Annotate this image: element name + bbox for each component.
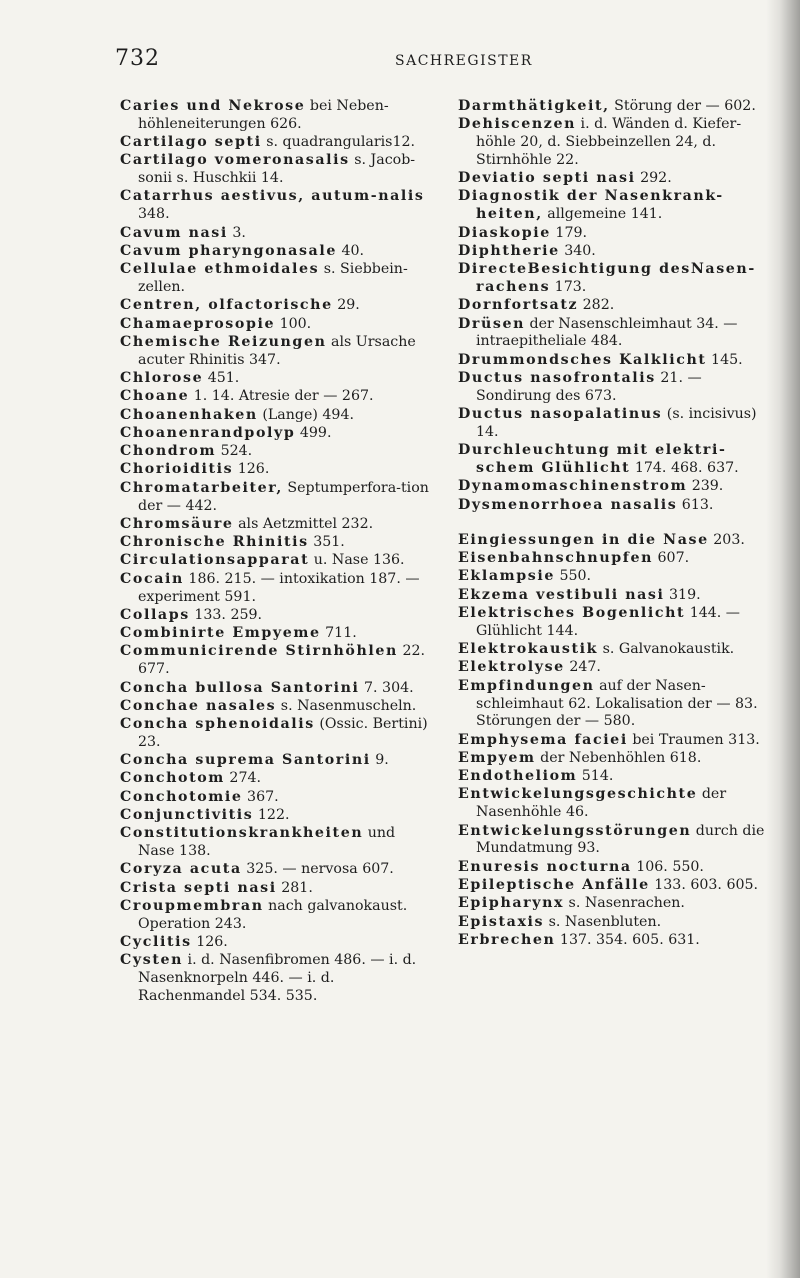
index-entry — [120, 98, 430, 134]
index-entry — [120, 680, 430, 698]
index-entry — [120, 861, 430, 879]
index-entry — [120, 316, 430, 334]
index-keyword: Endotheliom — [458, 768, 578, 785]
index-references: 133. 603. 605. — [649, 876, 759, 893]
index-entry — [120, 571, 430, 607]
index-references: s. Nasenmuscheln. — [276, 697, 417, 714]
index-keyword: Caries und Nekrose — [120, 98, 306, 114]
index-entry — [458, 568, 768, 586]
index-entry — [458, 352, 768, 370]
index-entry — [120, 952, 430, 1005]
index-references: s. Galvanokaustik. — [598, 641, 735, 658]
index-entry — [120, 461, 430, 479]
index-keyword: Catarrhus aestivus, autum-nalis — [120, 188, 425, 205]
index-entry — [120, 770, 430, 788]
index-keyword: Diphtherie — [458, 242, 560, 259]
index-entry — [458, 895, 768, 913]
index-references: auf der Nasen-schleimhaut 62. Lokalisation der — 83. Störungen der — 580. — [476, 677, 758, 730]
index-entry — [458, 659, 768, 677]
section-gap — [458, 515, 768, 532]
index-keyword: Choanenhaken — [120, 406, 258, 423]
index-entry — [120, 880, 430, 898]
index-entry — [458, 442, 768, 478]
index-keyword: Entwickelungsgeschichte — [458, 786, 698, 803]
index-references: 1. 14. Atresie der — 267. — [189, 388, 374, 405]
index-keyword: Conchae nasales — [120, 697, 277, 714]
index-references: 100. — [275, 315, 312, 332]
index-keyword: Epipharynx — [458, 895, 565, 912]
index-keyword: Dehiscenzen — [458, 116, 577, 133]
index-keyword: Empyem — [458, 749, 536, 766]
index-entry — [458, 370, 768, 406]
index-keyword: Chromatarbeiter, — [120, 479, 283, 496]
index-keyword: Collaps — [120, 606, 190, 623]
index-keyword: Centren, olfactorische — [120, 297, 333, 314]
index-keyword: Chromsäure — [120, 515, 234, 532]
index-references: 122. — [253, 807, 290, 824]
index-references: 3. — [227, 224, 246, 241]
index-keyword: Coryza acuta — [120, 861, 242, 878]
index-references: u. Nase 136. — [309, 552, 405, 569]
index-keyword: Conchotomie — [120, 788, 243, 805]
index-entry — [458, 188, 768, 224]
index-references: 524. — [216, 443, 253, 460]
index-references: 367. — [242, 788, 279, 805]
index-entry — [458, 750, 768, 768]
index-entry — [120, 407, 430, 425]
index-entry — [120, 388, 430, 406]
index-keyword: Enuresis nocturna — [458, 858, 632, 875]
index-keyword: Drummondsches Kalklicht — [458, 351, 707, 368]
index-references: 29. — [332, 297, 360, 314]
index-keyword: Cartilago septi — [120, 134, 262, 151]
index-references: 7. 304. — [359, 679, 414, 696]
index-entry — [120, 789, 430, 807]
index-entry — [458, 497, 768, 515]
index-entry — [458, 478, 768, 496]
index-entry — [120, 625, 430, 643]
index-references: 607. — [653, 550, 690, 567]
index-references: 319. — [664, 586, 701, 603]
index-entry — [120, 425, 430, 443]
index-keyword: Cysten — [120, 952, 184, 969]
index-entry — [120, 807, 430, 825]
index-entry — [120, 825, 430, 861]
index-entry — [458, 877, 768, 895]
index-entry — [120, 934, 430, 952]
index-keyword: Dynamomaschinenstrom — [458, 478, 688, 495]
index-references: 203. — [708, 531, 745, 548]
index-keyword: Dysmenorrhoea nasalis — [458, 496, 678, 513]
index-keyword: Ductus nasopalatinus — [458, 406, 663, 423]
index-references: 144. — Glühlicht 144. — [476, 605, 740, 639]
index-references: Störung der — 602. — [609, 98, 756, 114]
index-keyword: Elektrolyse — [458, 659, 565, 676]
index-keyword: Chamaeprosopie — [120, 315, 276, 332]
index-entry — [458, 170, 768, 188]
index-references: 247. — [564, 659, 601, 676]
index-references: 137. 354. 605. 631. — [555, 931, 700, 948]
index-references: Septumperfora-tion der — 442. — [138, 479, 429, 514]
index-section-d — [458, 98, 768, 514]
index-references: 40. — [336, 242, 365, 259]
index-references: 106. 550. — [631, 858, 704, 875]
index-references: bei Neben-höhleneiterungen 626. — [138, 98, 389, 132]
index-entry — [120, 134, 430, 152]
index-entry — [120, 534, 430, 552]
index-keyword: Eklampsie — [458, 568, 555, 585]
index-keyword: Chronische Rhinitis — [120, 534, 309, 551]
index-entry — [120, 370, 430, 388]
index-keyword: Chlorose — [120, 369, 204, 386]
index-references: 21. — Sondirung des 673. — [476, 369, 702, 404]
index-references: s. quadrangularis12. — [261, 134, 416, 151]
index-references: 186. 215. — intoxikation 187. — experiment 591. — [138, 570, 420, 605]
index-entry — [120, 898, 430, 934]
index-references: der Nasenhöhle 46. — [476, 786, 727, 821]
index-references: 348. — [138, 206, 170, 223]
index-references: 340. — [559, 242, 596, 259]
running-head: SACHREGISTER — [395, 53, 533, 69]
index-references: allgemeine 141. — [542, 206, 663, 223]
index-keyword: Durchleuchtung mit elektri-schem Glühlicht — [458, 442, 727, 476]
index-entry — [458, 678, 768, 731]
index-keyword: Crista septi nasi — [120, 879, 277, 896]
index-entry — [120, 297, 430, 315]
index-references: 126. — [233, 461, 270, 478]
index-keyword: Diagnostik der Nasenkrank-heiten, — [458, 188, 724, 223]
index-keyword: Eingiessungen in die Nase — [458, 531, 709, 548]
index-entry — [120, 261, 430, 297]
index-entry — [458, 587, 768, 605]
index-references: der Nasenschleimhaut 34. — intraepitheliale 484. — [476, 315, 738, 350]
index-entry — [458, 914, 768, 932]
index-keyword: Epistaxis — [458, 913, 545, 930]
index-entry — [458, 261, 768, 297]
index-keyword: Drüsen — [458, 315, 526, 332]
index-keyword: Cocain — [120, 570, 184, 587]
index-references: und Nase 138. — [138, 825, 396, 860]
index-keyword: Entwickelungsstörungen — [458, 822, 692, 839]
index-entry — [458, 768, 768, 786]
index-references: 145. — [706, 351, 743, 368]
index-keyword: Conchotom — [120, 770, 225, 787]
index-keyword: Conjunctivitis — [120, 807, 254, 824]
index-entry — [458, 98, 768, 116]
index-entry — [458, 225, 768, 243]
index-keyword: Epileptische Anfälle — [458, 876, 650, 893]
index-keyword: Ductus nasofrontalis — [458, 369, 656, 386]
index-keyword: Emphysema faciei — [458, 731, 628, 748]
index-keyword: Ekzema vestibuli nasi — [458, 586, 665, 603]
index-entry — [120, 643, 430, 679]
index-entry — [458, 641, 768, 659]
index-references: 514. — [577, 768, 614, 785]
index-entry — [120, 188, 430, 224]
index-references: der Nebenhöhlen 618. — [535, 749, 702, 766]
index-references: bei Traumen 313. — [627, 731, 760, 748]
index-entry — [120, 552, 430, 570]
index-entry — [458, 116, 768, 169]
index-keyword: Diaskopie — [458, 224, 551, 241]
index-entry — [458, 532, 768, 550]
index-entry — [458, 316, 768, 352]
index-references: i. d. Wänden d. Kiefer-höhle 20, d. Siebbeinzellen 24, d. Stirnhöhle 22. — [476, 116, 742, 168]
index-keyword: Concha sphenoidalis — [120, 716, 315, 733]
index-references: als Aetzmittel 232. — [233, 515, 374, 532]
index-references: (s. incisivus) 14. — [476, 406, 757, 440]
index-keyword: Cavum pharyngonasale — [120, 242, 337, 259]
index-entry — [120, 698, 430, 716]
index-entry — [458, 297, 768, 315]
index-entry — [458, 243, 768, 261]
index-references: 173. — [550, 278, 587, 295]
index-references: 550. — [554, 568, 592, 585]
index-entry — [120, 716, 430, 752]
index-keyword: Choanenrandpolyp — [120, 424, 296, 441]
index-references: 711. — [320, 625, 357, 642]
index-references: (Lange) 494. — [257, 406, 354, 423]
index-entry — [458, 786, 768, 822]
index-keyword: Darmthätigkeit, — [458, 98, 610, 114]
index-keyword: Combinirte Empyeme — [120, 625, 321, 642]
index-entry — [120, 443, 430, 461]
index-keyword: Elektrokaustik — [458, 641, 599, 658]
index-references: 179. — [550, 224, 588, 241]
index-section-e — [458, 532, 768, 950]
index-references: 292. — [635, 170, 672, 187]
index-entry — [120, 225, 430, 243]
index-references: s. Siebbein-zellen. — [138, 261, 408, 295]
index-entry — [120, 516, 430, 534]
index-keyword: Eisenbahnschnupfen — [458, 550, 654, 567]
index-keyword: Concha suprema Santorini — [120, 752, 371, 769]
page-number: 732 — [115, 46, 160, 71]
index-entry — [458, 932, 768, 950]
index-keyword: Erbrechen — [458, 931, 556, 948]
index-keyword: Chorioiditis — [120, 461, 234, 478]
index-references: 126. — [191, 934, 228, 951]
index-entry — [458, 859, 768, 877]
index-entry — [120, 334, 430, 370]
index-keyword: Cyclitis — [120, 934, 192, 951]
index-entry — [120, 480, 430, 516]
index-references: 174. 468. 637. — [630, 459, 739, 476]
index-keyword: Cartilago vomeronasalis — [120, 152, 350, 169]
index-references: 282. — [578, 297, 615, 314]
index-keyword: Chemische Reizungen — [120, 333, 327, 350]
index-references: 499. — [295, 424, 332, 441]
index-keyword: Elektrisches Bogenlicht — [458, 605, 686, 622]
index-keyword: Circulationsapparat — [120, 552, 310, 569]
index-references: 274. — [224, 770, 262, 787]
index-keyword: Choane — [120, 388, 190, 405]
index-entry — [458, 406, 768, 442]
index-references: 133. 259. — [189, 606, 263, 623]
index-entry — [120, 243, 430, 261]
index-keyword: Empfindungen — [458, 677, 595, 694]
index-keyword: Communicirende Stirnhöhlen — [120, 643, 398, 660]
index-references: als Ursache acuter Rhinitis 347. — [138, 333, 416, 368]
index-references: 281. — [276, 879, 313, 896]
index-keyword: Constitutionskrankheiten — [120, 825, 364, 842]
page-edge-shadow — [766, 0, 800, 1278]
index-references: durch die Mundatmung 93. — [476, 822, 765, 857]
index-references: 351. — [308, 534, 345, 551]
index-keyword: Concha bullosa Santorini — [120, 679, 360, 696]
index-references: s. Nasenbluten. — [544, 913, 662, 930]
index-references: s. Nasenrachen. — [564, 895, 685, 912]
index-keyword: Cellulae ethmoidales — [120, 261, 320, 278]
index-keyword: Chondrom — [120, 443, 217, 460]
index-references: i. d. Nasenfibromen 486. — i. d. Nasenknorpeln 446. — i. d. Rachenmandel 534. 535. — [138, 952, 417, 1005]
index-column-right — [458, 98, 768, 950]
index-references: 613. — [677, 496, 714, 513]
index-entry — [458, 550, 768, 568]
index-keyword: Deviatio septi nasi — [458, 170, 636, 187]
index-references: 325. — nervosa 607. — [241, 861, 394, 878]
index-references: (Ossic. Bertini) 23. — [138, 716, 428, 750]
index-entry — [458, 605, 768, 641]
index-references: s. Jacob-sonii s. Huschkii 14. — [138, 152, 416, 187]
index-keyword: DirecteBesichtigung desNasen-rachens — [458, 261, 756, 295]
index-references: 9. — [370, 752, 389, 769]
index-references: 239. — [687, 478, 724, 495]
index-entry — [458, 823, 768, 859]
index-references: 22. 677. — [138, 643, 426, 678]
index-keyword: Croupmembran — [120, 898, 264, 915]
index-keyword: Cavum nasi — [120, 224, 228, 241]
index-entry — [458, 732, 768, 750]
page-header — [115, 46, 715, 76]
index-references: nach galvanokaust. Operation 243. — [138, 898, 408, 932]
index-entry — [120, 607, 430, 625]
index-column-left — [120, 98, 430, 1006]
index-entry — [120, 152, 430, 188]
index-keyword: Dornfortsatz — [458, 297, 579, 314]
index-entry — [120, 752, 430, 770]
index-references: 451. — [203, 369, 240, 386]
